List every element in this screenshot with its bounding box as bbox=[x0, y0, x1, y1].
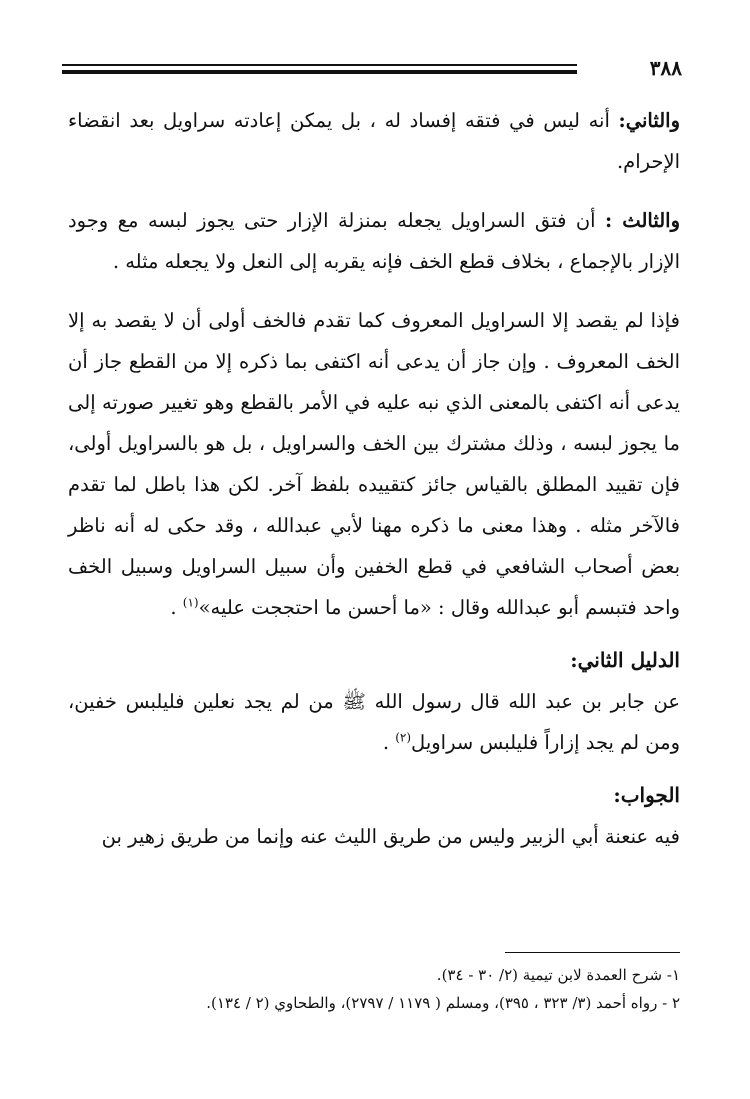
paragraph-hadith bbox=[68, 681, 680, 763]
paragraph-lead: والثالث : bbox=[605, 209, 680, 232]
paragraph-third-reason bbox=[68, 200, 680, 282]
footnote-ref-2: (٢) bbox=[395, 730, 412, 745]
heading-second-evidence: الدليل الثاني: bbox=[570, 648, 680, 672]
paragraph-second-reason bbox=[68, 100, 680, 182]
footnote-separator bbox=[505, 952, 680, 953]
heading-answer: الجواب: bbox=[613, 783, 680, 807]
page-header bbox=[62, 58, 682, 82]
footnote-1: ١- شرح العمدة لابن تيمية (٢/ ٣٠ - ٣٤). bbox=[436, 966, 680, 984]
header-rule-thin bbox=[62, 64, 577, 66]
page-number: ٣٨٨ bbox=[649, 56, 682, 80]
footnote-2: ٢ - رواه أحمد (٣/ ٣٢٣ ، ٣٩٥)، ومسلم ( ١١٧٩ / ٢٧٩٧)، والطحاوي (٢ / ١٣٤). bbox=[206, 994, 680, 1012]
paragraph-text: أنه ليس في فتقه إفساد له ، بل يمكن إعادته سراويل بعد انقضاء الإحرام. bbox=[68, 109, 680, 173]
footnote-ref-1: (١) bbox=[182, 595, 199, 610]
paragraph-text: أن فتق السراويل يجعله بمنزلة الإزار حتى يجوز لبسه مع وجود الإزار بالإجماع ، بخلاف قطع الخف فإنه يقربه إلى النعل ولا يجعله مثله . bbox=[68, 209, 680, 273]
hadith-tail: . bbox=[382, 731, 396, 754]
paragraph-discussion bbox=[68, 300, 680, 628]
paragraph-lead: والثاني: bbox=[618, 109, 680, 132]
paragraph-answer: فيه عنعنة أبي الزبير وليس من طريق الليث عنه وإنما من طريق زهير بن bbox=[101, 825, 680, 848]
header-rule-thick bbox=[62, 70, 577, 74]
main-text bbox=[68, 100, 680, 875]
paragraph-tail: . bbox=[170, 596, 183, 619]
paragraph-text: فإذا لم يقصد إلا السراويل المعروف كما تقدم فالخف أولى أن لا يقصد به إلا الخف المعروف . وإن جاز أن يدعى أنه اكتفى بما ذكره إلا من القطع جاز أن يدعى أنه اكتفى بالمعنى الذي نبه عليه في الأمر بالقطع وهو تغيير صورته إلى ما يجوز لبسه ، وذلك مشترك بين الخف والسراويل ، بل هو بالسراويل أولى، فإن تقييد المطلق بالقياس جائز كتقييده بلفظ آخر. لكن هذا باطل لما تقدم فالآخر مثله . وهذا معنى ما ذكره مهنا لأبي عبدالله ، وقد حكى له أنه ناظر بعض أصحاب الشافعي في قطع الخفين وأن سبيل السراويل وسبيل الخف واحد فتبسم أبو عبدالله وقال : «ما أحسن ما احتججت عليه» bbox=[68, 309, 680, 619]
hadith-text: عن جابر بن عبد الله قال رسول الله ﷺ من لم يجد نعلين فليلبس خفين، ومن لم يجد إزاراً فليلبس سراويل bbox=[68, 690, 680, 754]
footnotes bbox=[68, 952, 680, 1017]
